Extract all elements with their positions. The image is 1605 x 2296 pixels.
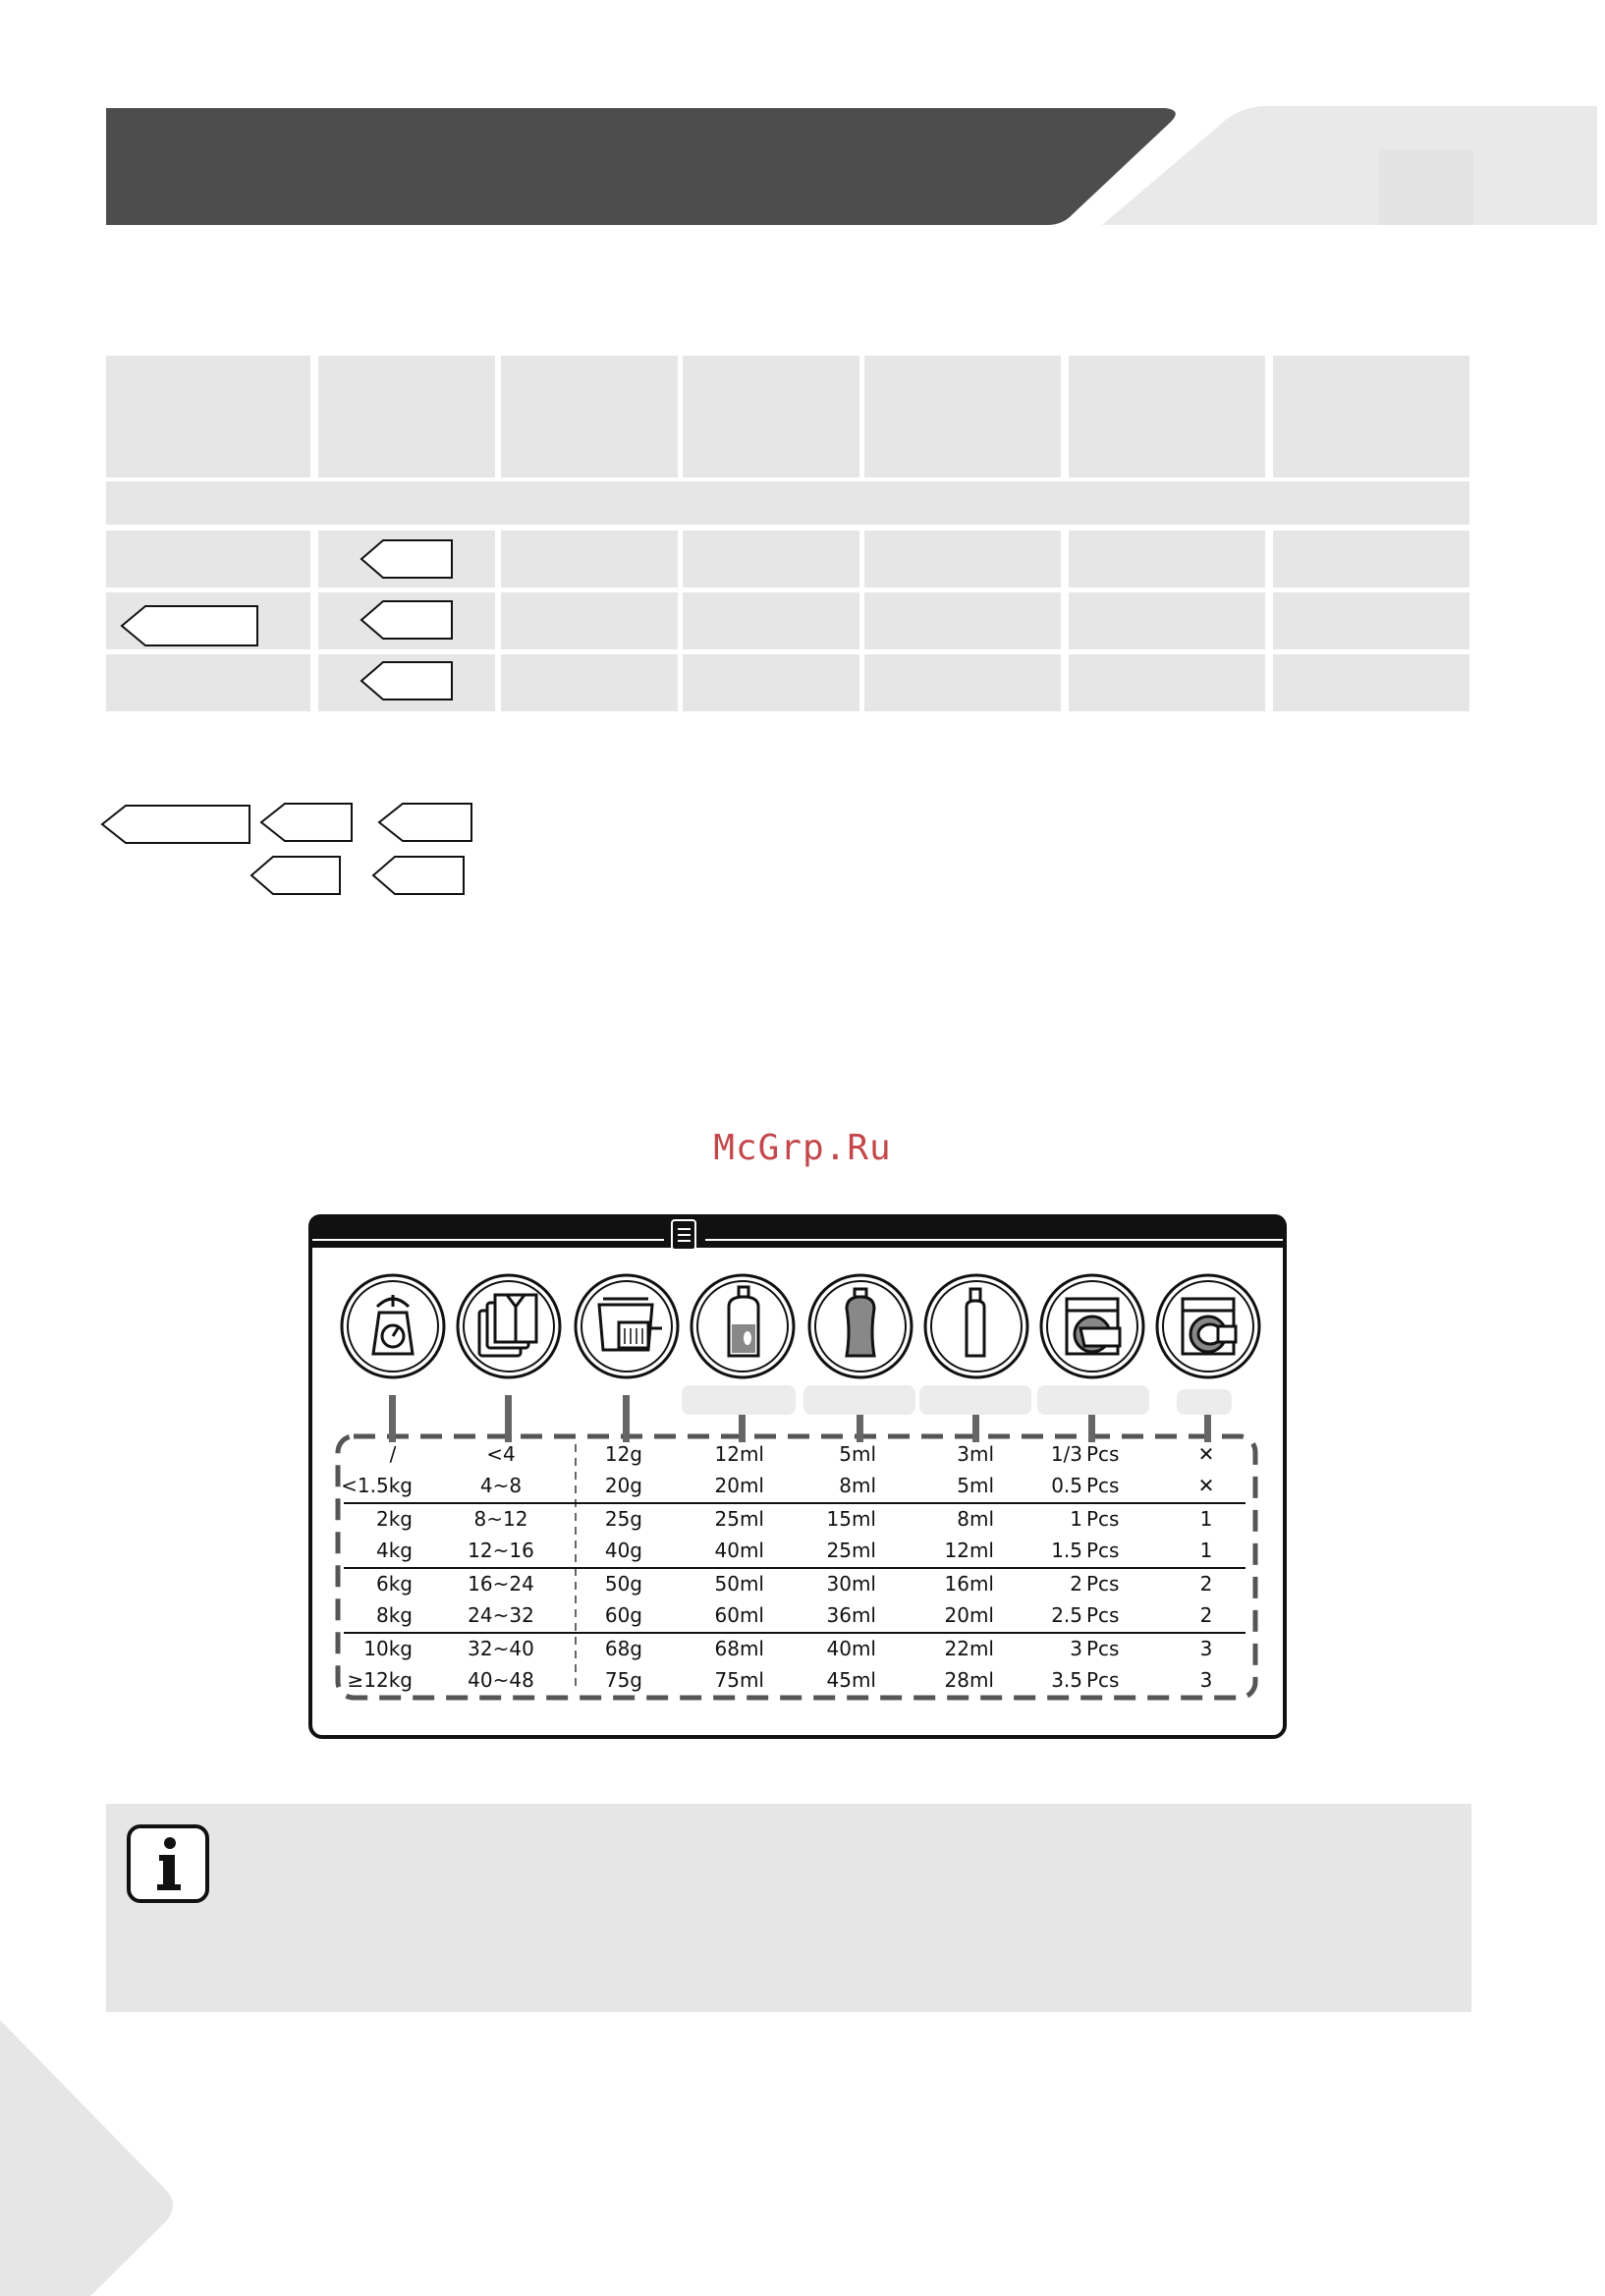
dosage-cell: 8~12	[473, 1507, 528, 1531]
dosage-cell: Pcs	[1086, 1442, 1120, 1466]
dosage-cell: 68g	[604, 1637, 642, 1660]
scale-icon	[373, 1295, 413, 1354]
dosage-cell: Pcs	[1086, 1474, 1120, 1497]
clothes-icon	[479, 1295, 536, 1356]
dosage-cell: 1.5	[1051, 1539, 1082, 1562]
dosage-cell: 3	[1199, 1637, 1213, 1660]
dosage-cell: Pcs	[1086, 1507, 1120, 1531]
dosage-cell: 1	[1070, 1507, 1082, 1531]
dosage-cell: 12ml	[944, 1539, 994, 1562]
dosage-cell: ✕	[1197, 1442, 1215, 1466]
dosage-cell: 1	[1199, 1539, 1213, 1562]
dosage-cell: 75ml	[714, 1668, 764, 1692]
dosage-cell: 45ml	[826, 1668, 876, 1692]
dosage-cell: 40~48	[468, 1668, 534, 1692]
dosage-cell: 8ml	[957, 1507, 994, 1531]
dosage-cell: 1/3	[1050, 1442, 1082, 1466]
dosage-cell: 60ml	[714, 1603, 764, 1627]
dosage-cell: 40ml	[714, 1539, 764, 1562]
dosage-cell: Pcs	[1086, 1668, 1120, 1692]
dosage-cell: Pcs	[1086, 1603, 1120, 1627]
dosage-cell: 4kg	[375, 1539, 413, 1562]
detergent-sheet-icon	[1067, 1299, 1120, 1354]
dosage-cell: 8kg	[375, 1603, 413, 1627]
dosage-cell: 2	[1199, 1572, 1213, 1596]
dosage-cell: 20ml	[714, 1474, 764, 1497]
dosage-cell: 68ml	[714, 1637, 764, 1660]
dosage-cell: 12ml	[714, 1442, 764, 1466]
dosage-cell: 3	[1199, 1668, 1213, 1692]
dosage-cell: 32~40	[468, 1637, 534, 1660]
dosage-cell: 30ml	[826, 1572, 876, 1596]
dosage-cell: 25g	[604, 1507, 642, 1531]
corner-decoration	[0, 2004, 196, 2296]
dosage-cell: 15ml	[826, 1507, 876, 1531]
dosage-cell: 1	[1199, 1507, 1213, 1531]
dosage-cell: 10kg	[363, 1637, 413, 1660]
dosage-cell: 2	[1199, 1603, 1213, 1627]
dosage-cell: 25ml	[826, 1539, 876, 1562]
dosage-cell: 0.5	[1051, 1474, 1082, 1497]
dosage-cell: 4~8	[479, 1474, 523, 1497]
spray-bottle-icon	[967, 1289, 984, 1356]
dosage-cell: 75g	[604, 1668, 642, 1692]
dosage-cell: 3	[1070, 1637, 1082, 1660]
dosage-cell: 5ml	[839, 1442, 876, 1466]
dosage-cell: <4	[486, 1442, 516, 1466]
dosage-cell: 5ml	[957, 1474, 994, 1497]
watermark: McGrp.Ru	[713, 1128, 892, 1168]
dosage-cell: 40g	[604, 1539, 642, 1562]
dosage-cell: 25ml	[714, 1507, 764, 1531]
info-box	[106, 1804, 1471, 2012]
dosage-cell: 22ml	[944, 1637, 994, 1660]
dosage-cell: 16ml	[944, 1572, 994, 1596]
dosage-cell: 6kg	[375, 1572, 413, 1596]
dosage-cell: 28ml	[944, 1668, 994, 1692]
detergent-capsule-icon	[1183, 1299, 1236, 1354]
dosage-cell: 50ml	[714, 1572, 764, 1596]
document-list-icon	[672, 1220, 695, 1250]
dosage-cell: 20ml	[944, 1603, 994, 1627]
dosage-cell: 40ml	[826, 1637, 876, 1660]
dosage-cell: 3.5	[1051, 1668, 1082, 1692]
dosage-cell: Pcs	[1086, 1572, 1120, 1596]
dosage-cell: 60g	[604, 1603, 642, 1627]
dosage-cell: /	[389, 1442, 397, 1466]
dosage-cell: 12g	[604, 1442, 642, 1466]
dosage-cell: 12~16	[468, 1539, 534, 1562]
dosage-cell: Pcs	[1086, 1637, 1120, 1660]
dosage-cell: ≥12kg	[347, 1668, 413, 1692]
dosage-cell: 20g	[604, 1474, 642, 1497]
dosage-cell: 3ml	[957, 1442, 994, 1466]
detergent-bottle-icon	[729, 1287, 758, 1356]
dosage-cell: 2	[1070, 1572, 1082, 1596]
dosage-cell: 24~32	[468, 1603, 534, 1627]
dosage-cell: Pcs	[1086, 1539, 1120, 1562]
dosage-cell: 16~24	[468, 1572, 534, 1596]
softener-bottle-icon	[847, 1289, 874, 1356]
dosage-cell: 36ml	[826, 1603, 876, 1627]
dosage-cell: 2kg	[375, 1507, 413, 1531]
dosage-cell: 50g	[604, 1572, 642, 1596]
dosage-cell: 8ml	[839, 1474, 876, 1497]
dosage-cell: <1.5kg	[341, 1474, 413, 1497]
dosage-cell: ✕	[1197, 1474, 1215, 1497]
info-icon	[126, 1823, 214, 1906]
dosage-cell: 2.5	[1051, 1603, 1082, 1627]
